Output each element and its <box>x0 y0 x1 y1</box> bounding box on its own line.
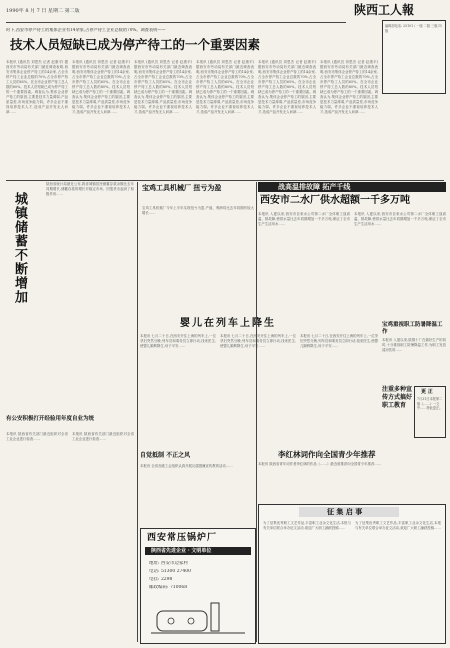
ad-contact-2: 电话: 51300 27400 <box>149 569 192 574</box>
right-story-2-body: 本报讯 入夏以来,陕棉十厂在搞好生产的同时,十分重视职工防暑降温工作,为职工发放清凉饮料…… <box>382 338 446 352</box>
notice-title: 征 集 启 事 <box>327 508 363 516</box>
advertisement <box>140 528 256 644</box>
middle-story-body-col3: 本报讯 七月二十日,在西安开往上海的列车上,一位孕妇突然分娩,列车员和乘务员立即行动,找来医生,使婴儿顺利降生,母子平安…… <box>300 334 378 348</box>
middle-story-body-col2: 本报讯 七月二十日,在西安开往上海的列车上,一位孕妇突然分娩,列车员和乘务员立即行动,找来医生,使婴儿顺利降生,母子平安…… <box>220 334 296 348</box>
bottom-left-title: 有公安积极打开经验用年度自业为统 <box>6 416 95 422</box>
notice-body: 为了征集优秀职工文艺作品,丰富职工业余文化生活,本报与有关单位联合举办征文活动,欢迎广大职工踊跃投稿…… <box>263 521 351 530</box>
right-banner <box>258 182 446 318</box>
main-article-body-col2: 本报讯 (通讯员 刘思杰 记者 赵康平) 据西安市劳动局有关部门最近调查表明,西安市集体企业停产待工的14余家,占全市停产待工企业总数的70%,占全市停产待工人员的65%。在全市企业停产待工总人数的80%。技术人员短缺已成为停产待工的一个重要因素。调查认为,集体企业停产待工的原因,主要是技术力量薄弱,产品质量差,市场竞争能力弱。许多企业不重视培养技术人才,造成产品开发无人问津…… <box>72 60 130 114</box>
right-banner-body: 本报讯 入夏以来,西安市自来水公司第二水厂全体职工战高温、排故障,使供水量比去年同期增加一千多万吨,保证了全市生产生活用水…… <box>258 212 350 226</box>
ad-contact-3: 电挂: 2298 <box>149 577 173 582</box>
column-rule <box>137 182 138 642</box>
top-headline-block <box>6 28 378 58</box>
inset-story-body: 宝鸡工具机械厂今年上半年实现扭亏为盈,产值、利润均比去年同期有较大增长…… <box>142 206 254 215</box>
ad-factory-name: 西安常压锅炉厂 <box>147 533 218 543</box>
right-banner-body-col2: 本报讯 入夏以来,西安市自来水公司第二水厂全体职工战高温、排故障,使供水量比去年同期增加一千多万吨,保证了全市生产生活用水…… <box>354 212 446 226</box>
bottom-left-body-col2: 本报讯 陕西省有关部门最近组织对全省工业企业进行检查…… <box>72 432 134 441</box>
main-article-body-col4: 本报讯 (通讯员 刘思杰 记者 赵康平) 据西安市劳动局有关部门最近调查表明,西安市集体企业停产待工的14余家,占全市停产待工企业总数的70%,占全市停产待工人员的65%。在全市企业停产待工总人数的80%。技术人员短缺已成为停产待工的一个重要因素。调查认为,集体企业停产待工的原因,主要是技术力量薄弱,产品质量差,市场竞争能力弱。许多企业不重视培养技术人才,造成产品开发无人问津…… <box>196 60 254 114</box>
main-article-body-col6: 本报讯 (通讯员 刘思杰 记者 赵康平) 据西安市劳动局有关部门最近调查表明,西安市集体企业停产待工的14余家,占全市停产待工企业总数的70%,占全市停产待工人员的65%。在全市企业停产待工总人数的80%。技术人员短缺已成为停产待工的一个重要因素。调查认为,集体企业停产待工的原因,主要是技术力量薄弱,产品质量差,市场竞争能力弱。许多企业不重视培养技术人才,造成产品开发无人问津…… <box>320 60 378 114</box>
right-story-2-title: 宝鸡重视职工防暑降温工作 <box>382 322 443 335</box>
notice-box <box>258 504 446 644</box>
bottom-left-body: 本报讯 陕西省有关部门最近组织对全省工业企业进行检查…… <box>6 432 68 441</box>
masthead-rule <box>6 22 346 23</box>
inset-story <box>140 182 256 312</box>
date-line: 1990年 8 月 7 日 星期二 第二版 <box>6 8 80 14</box>
right-story-3-body: 本报讯 陕西省青年词作者李红林的作品《……》最近被推荐向全国青少年推荐…… <box>258 462 382 466</box>
right-banner-kicker: 战高温排故障 拓产千线 <box>278 183 351 191</box>
right-notes-title: 注重多种宣传方式搞好职工教育 <box>382 386 413 409</box>
middle-story-body: 本报讯 七月二十日,在西安开往上海的列车上,一位孕妇突然分娩,列车员和乘务员立即行动,找来医生,使婴儿顺利降生,母子平安…… <box>140 334 216 348</box>
bottom-mid-title: 自觉抵制 不正之风 <box>140 452 191 459</box>
ad-contact-4: 邮政编码: 710068 <box>149 585 188 590</box>
vertical-aside-body: 陕西省统计局最近公布,我省城镇居民储蓄存款余额比去年同期增长,储蓄存款的增长对稳定市场、回笼货币起到了积极作用…… <box>46 182 134 196</box>
boiler-icon <box>151 597 245 637</box>
section-rule <box>6 180 444 181</box>
right-story-3 <box>258 450 446 500</box>
right-story-2 <box>382 322 446 382</box>
headline-kicker: 时下,西安市停产待工的集体企业有14余家,占停产待工企业总数的70%。调查表明—— <box>6 28 166 32</box>
right-story-3-title: 李红林词作向全国青少年推荐 <box>278 450 376 459</box>
middle-story-title: 婴儿在列车上降生 <box>180 318 276 329</box>
bottom-mid-body: 本报讯 全省各级工会组织认真开展反腐倡廉宣传教育活动…… <box>140 464 233 468</box>
column-rule <box>256 182 257 642</box>
ad-contact-1: 地址: 西安市边家村 <box>149 561 188 566</box>
main-article-body: 本报讯 (通讯员 刘思杰 记者 赵康平) 据西安市劳动局有关部门最近调查表明,西安市集体企业停产待工的14余家,占全市停产待工企业总数的70%,占全市停产待工人员的65%。在全市企业停产待工总人数的80%。技术人员短缺已成为停产待工的一个重要因素。调查认为,集体企业停产待工的原因,主要是技术力量薄弱,产品质量差,市场竞争能力弱。许多企业不重视培养技术人才,造成产品开发无人问津…… <box>6 60 68 114</box>
notice-body-col2: 为了征集优秀职工文艺作品,丰富职工业余文化生活,本报与有关单位联合举办征文活动,欢迎广大职工踊跃投稿…… <box>355 521 441 530</box>
main-article-body-col3: 本报讯 (通讯员 刘思杰 记者 赵康平) 据西安市劳动局有关部门最近调查表明,西安市集体企业停产待工的14余家,占全市停产待工企业总数的70%,占全市停产待工人员的65%。在全市企业停产待工总人数的80%。技术人员短缺已成为停产待工的一个重要因素。调查认为,集体企业停产待工的原因,主要是技术力量薄弱,产品质量差,市场竞争能力弱。许多企业不重视培养技术人才,造成产品开发无人问津…… <box>134 60 192 114</box>
inset-story-title: 宝鸡工具机械厂 扭亏为盈 <box>142 184 222 192</box>
ad-subtitle: 陕西省先进企业 · 文明单位 <box>151 548 212 554</box>
ad-sub-bar <box>145 547 251 555</box>
right-banner-kicker-bar <box>258 182 446 192</box>
middle-story <box>140 318 380 448</box>
correction-box <box>414 386 446 438</box>
main-headline: 技术人员短缺已成为停产待工的一个重要因素 <box>10 37 261 52</box>
bottom-mid-story <box>140 452 254 524</box>
ear-box <box>382 20 446 94</box>
vertical-aside <box>6 182 136 412</box>
vertical-aside-title: 城镇储蓄不断增加 <box>12 192 27 304</box>
right-banner-headline: 西安市二水厂供水超额一千多万吨 <box>260 195 410 206</box>
ad-illustration <box>151 597 245 637</box>
correction-title: 更 正 <box>421 389 433 395</box>
paper-name: 陕西工人報 <box>354 3 415 17</box>
correction-body: 7月31日本报第二版《……》一文中……特此更正。 <box>417 397 443 411</box>
notice-title-bar <box>299 507 399 517</box>
ear-note: 编辑部电话: 25101 / 一版 二版 三版 四版 <box>385 24 442 33</box>
bottom-left-story <box>6 416 134 642</box>
main-article-body-col5: 本报讯 (通讯员 刘思杰 记者 赵康平) 据西安市劳动局有关部门最近调查表明,西安市集体企业停产待工的14余家,占全市停产待工企业总数的70%,占全市停产待工人员的65%。在全市企业停产待工总人数的80%。技术人员短缺已成为停产待工的一个重要因素。调查认为,集体企业停产待工的原因,主要是技术力量薄弱,产品质量差,市场竞争能力弱。许多企业不重视培养技术人才,造成产品开发无人问津…… <box>258 60 316 114</box>
